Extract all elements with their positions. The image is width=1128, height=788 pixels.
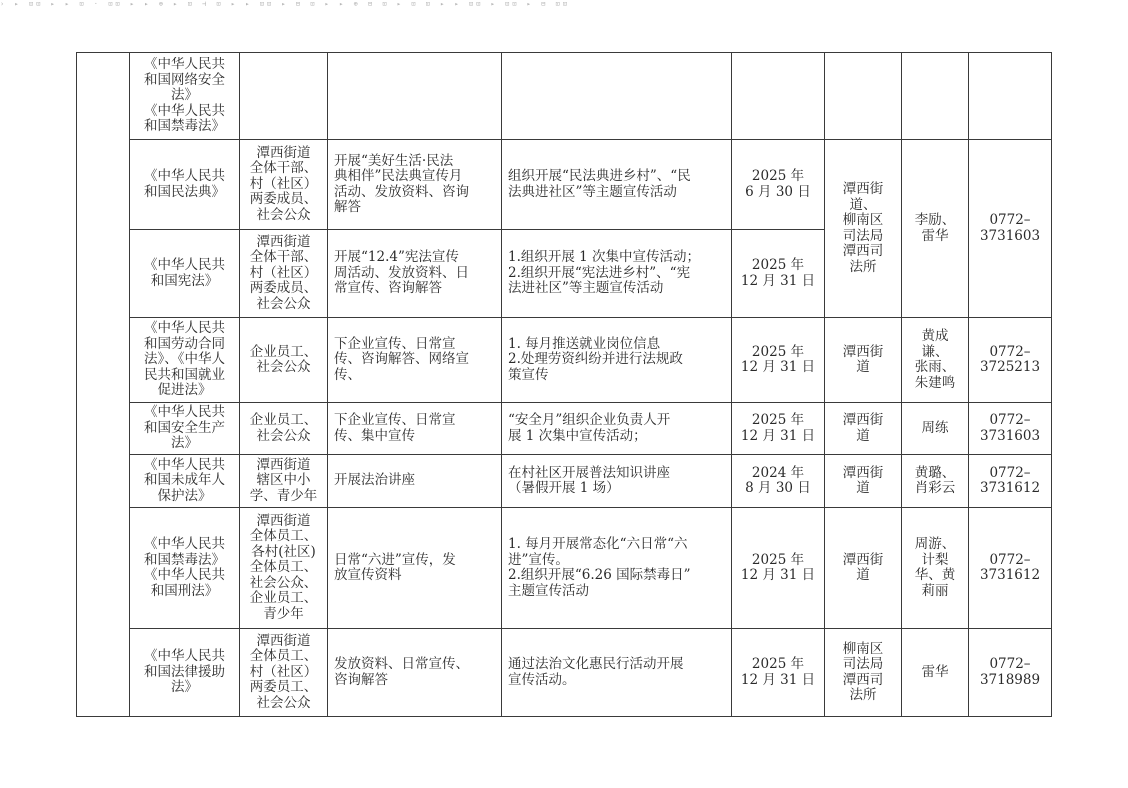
phone-cell: 0772– 3731612 [969,455,1052,508]
left-margin-column [77,53,130,717]
person-cell: 黄成 谦、 张雨、 朱建鸣 [902,318,969,403]
date-cell [732,53,825,140]
phone-cell: 0772– 3731603 [969,403,1052,455]
target-cell: 潭西街道 全体员工、 各村(社区) 全体员工、 社会公众、 企业员工、 青少年 [240,508,328,629]
target-cell: 潭西街道 全体干部、 村（社区） 两委成员、 社会公众 [240,230,328,318]
date-cell: 2025 年 12 月 31 日 [732,508,825,629]
person-cell [902,53,969,140]
target-cell: 潭西街道 辖区中小 学、青少年 [240,455,328,508]
person-cell: 周游、 计梨 华、黄 莉丽 [902,508,969,629]
phone-cell: 0772– 3718989 [969,629,1052,717]
phone-cell: 0772– 3731612 [969,508,1052,629]
activity-cell: 发放资料、日常宣传、 咨询解答 [328,629,502,717]
unit-cell: 柳南区 司法局 潭西司 法所 [825,629,902,717]
unit-cell: 潭西街 道 [825,455,902,508]
date-cell: 2025 年 6 月 30 日 [732,140,825,230]
law-name-cell: 《中华人民共 和国法律援助 法》 [130,629,240,717]
law-name-cell: 《中华人民共 和国网络安全 法》 《中华人民共 和国禁毒法》 [130,53,240,140]
target-cell [240,53,328,140]
phone-cell [969,53,1052,140]
table-row [77,53,1052,140]
activity-cell: 开展法治讲座 [328,455,502,508]
phone-cell: 0772– 3731603 [969,140,1052,318]
content-cell: “安全月”组织企业负责人开 展 1 次集中宣传活动； [502,403,732,455]
activity-cell [328,53,502,140]
unit-cell: 潭西街 道 [825,508,902,629]
date-cell: 2025 年 12 月 31 日 [732,403,825,455]
law-publicity-table [76,52,1052,717]
activity-cell: 日常“六进”宣传，发 放宣传资料 [328,508,502,629]
unit-cell: 潭西街 道、 柳南区 司法局 潭西司 法所 [825,140,902,318]
target-cell: 企业员工、 社会公众 [240,403,328,455]
content-cell: 1.组织开展 1 次集中宣传活动； 2.组织开展“宪法进乡村”、“宪 法进社区”等主题宣传活动 [502,230,732,318]
target-cell: 潭西街道 全体员工、 村（社区） 两委员工、 社会公众 [240,629,328,717]
person-cell: 李励、 雷华 [902,140,969,318]
target-cell: 潭西街道 全体干部、 村（社区） 两委成员、 社会公众 [240,140,328,230]
person-cell: 雷华 [902,629,969,717]
law-name-cell: 《中华人民共 和国未成年人 保护法》 [130,455,240,508]
date-cell: 2025 年 12 月 31 日 [732,230,825,318]
table-row [77,318,1052,403]
date-cell: 2025 年 12 月 31 日 [732,318,825,403]
content-cell: 1. 每月开展常态化“六日常“六 进”宣传。 2.组织开展“6.26 国际禁毒日” 主题宣传活动 [502,508,732,629]
law-name-cell: 《中华人民共 和国劳动合同 法》、《中华人 民共和国就业 促进法》 [130,318,240,403]
phone-cell: 0772– 3725213 [969,318,1052,403]
content-cell: 通过法治文化惠民行活动开展 宣传活动。 [502,629,732,717]
law-name-cell: 《中华人民共 和国禁毒法》 《中华人民共 和国刑法》 [130,508,240,629]
activity-cell: 开展“12.4”宪法宣传 周活动、发放资料、日 常宣传、咨询解答 [328,230,502,318]
table-row [77,455,1052,508]
unit-cell: 潭西街 道 [825,403,902,455]
person-cell: 黄璐、 肖彩云 [902,455,969,508]
person-cell: 周练 [902,403,969,455]
content-cell: 组织开展“民法典进乡村”、“民 法典进社区”等主题宣传活动 [502,140,732,230]
table-row [77,629,1052,717]
content-cell: 1. 每月推送就业岗位信息 2.处理劳资纠纷并进行法规政 策宣传 [502,318,732,403]
date-cell: 2025 年 12 月 31 日 [732,629,825,717]
unit-cell: 潭西街 道 [825,318,902,403]
scan-header-residue: › ▸ ⊡⊡ ▸ ▸ ⊡ · ⊡⊡ ▸ ▸ ⊕ ▸ ⊡ ⊣ ⊡ ▸ ▸ ⊡⊡ ▸ ⊟ ⊡ ▸ ▸ ⊕ ⊟ ⊡ ▸ ⊡ ⊡ ▸ ▸ ⊡⊡ ▸ ⊡⊡ ▸ ⊟ ⊡⊡ [0,0,570,8]
law-name-cell: 《中华人民共 和国安全生产 法》 [130,403,240,455]
table-row [77,403,1052,455]
law-name-cell: 《中华人民共 和国宪法》 [130,230,240,318]
table-row [77,508,1052,629]
content-cell: 在村社区开展普法知识讲座 （暑假开展 1 场） [502,455,732,508]
date-cell: 2024 年 8 月 30 日 [732,455,825,508]
content-cell [502,53,732,140]
table-row [77,140,1052,230]
target-cell: 企业员工、 社会公众 [240,318,328,403]
activity-cell: 下企业宣传、日常宣 传、咨询解答、网络宣 传、 [328,318,502,403]
unit-cell [825,53,902,140]
activity-cell: 下企业宣传、日常宣 传、集中宣传 [328,403,502,455]
law-name-cell: 《中华人民共 和国民法典》 [130,140,240,230]
activity-cell: 开展“美好生活·民法 典相伴”民法典宣传月 活动、发放资料、咨询 解答 [328,140,502,230]
